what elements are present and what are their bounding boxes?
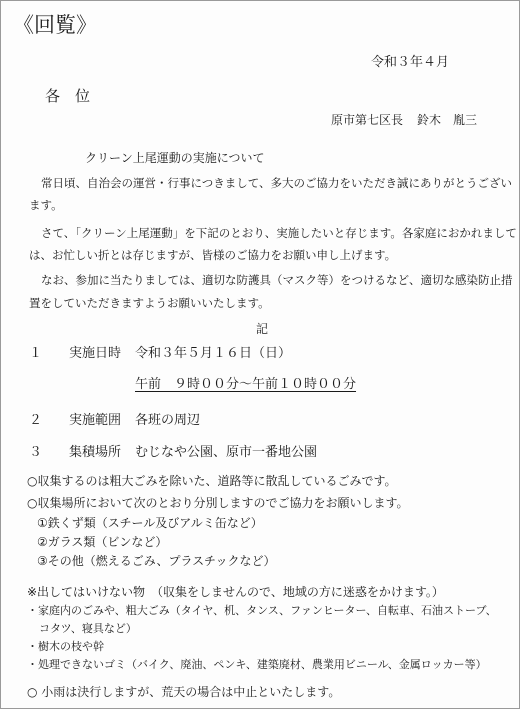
body-paragraph-1-line-2: ます。 xyxy=(29,198,63,212)
body-paragraph-3-line-1: なお、参加に当たりましては、適切な防護具（マスク等）をつけるなど、適切な感染防止措 xyxy=(41,273,513,287)
note-sorting-request: ○収集場所において次のとおり分別しますのでご協力をお願いします。 xyxy=(27,496,409,510)
time-range: 午前 ９時００分～午前１０時００分 xyxy=(135,377,357,392)
body-paragraph-2-line-2: は、お忙しい折とは存じますが、皆様のご協力をお願い申し上げます。 xyxy=(29,248,397,262)
item-2-label: 実施範囲 xyxy=(69,413,122,428)
sender-name: 鈴木 胤三 xyxy=(417,113,478,127)
item-1-value: 令和３年５月１６日（日） xyxy=(135,346,292,361)
issue-date: 令和３年４月 xyxy=(371,55,450,70)
sort-item-metal: ①鉄くず類（スチール及びアルミ缶など） xyxy=(37,516,263,530)
body-paragraph-1-line-1: 常日頃、自治会の運営・行事につきまして、多大のご協力をいただき誠にありがとうござい xyxy=(41,176,513,190)
note-collection-scope: ○収集するのは粗大ごみを除いた、道路等に散乱しているごみです。 xyxy=(27,474,397,488)
item-1-number: １ xyxy=(29,346,43,361)
item-2-value: 各班の周辺 xyxy=(135,413,201,428)
prohibited-line-4: ・処理できないゴミ（バイク、廃油、ペンキ、建築廃材、農業用ビニール、金属ロッカー等） xyxy=(27,658,487,671)
item-1-label: 実施日時 xyxy=(69,346,122,361)
sender-organization: 原市第七区長 xyxy=(331,113,404,127)
item-3-number: ３ xyxy=(29,445,43,460)
ki-heading: 記 xyxy=(256,322,269,336)
sort-item-glass: ②ガラス類（ビンなど） xyxy=(37,535,168,549)
addressee: 各 位 xyxy=(45,87,91,105)
weather-note: ○ 小雨は決行しますが、荒天の場合は中止といたします。 xyxy=(27,685,341,699)
prohibited-heading: ※出してはいけない物 （収集をしませんので、地域の方に迷惑をかけます。） xyxy=(27,585,444,599)
body-paragraph-2-line-1: さて、「クリーン上尾運動」を下記のとおり、実施したいと存じます。各家庭におかれまして xyxy=(41,226,517,240)
sort-item-other: ③その他（燃えるごみ、プラスチックなど） xyxy=(37,554,276,568)
item-3-value: むじなや公園、原市一番地公園 xyxy=(135,445,318,460)
item-3-label: 集積場所 xyxy=(69,445,122,460)
subject-title: クリーン上尾運動の実施について xyxy=(85,151,265,165)
circulation-mark: 《回覧》 xyxy=(13,13,97,37)
prohibited-line-2: コタツ、寝具など） xyxy=(39,622,137,635)
prohibited-line-3: ・樹木の枝や幹 xyxy=(27,640,104,653)
body-paragraph-3-line-2: 置をしていただきますようお願いいたします。 xyxy=(29,296,270,310)
item-2-number: ２ xyxy=(29,413,43,428)
prohibited-line-1: ・家庭内のごみや、粗大ごみ（タイヤ、机、タンス、ファンヒーター、自転車、石油ストーブ、 xyxy=(27,604,497,617)
